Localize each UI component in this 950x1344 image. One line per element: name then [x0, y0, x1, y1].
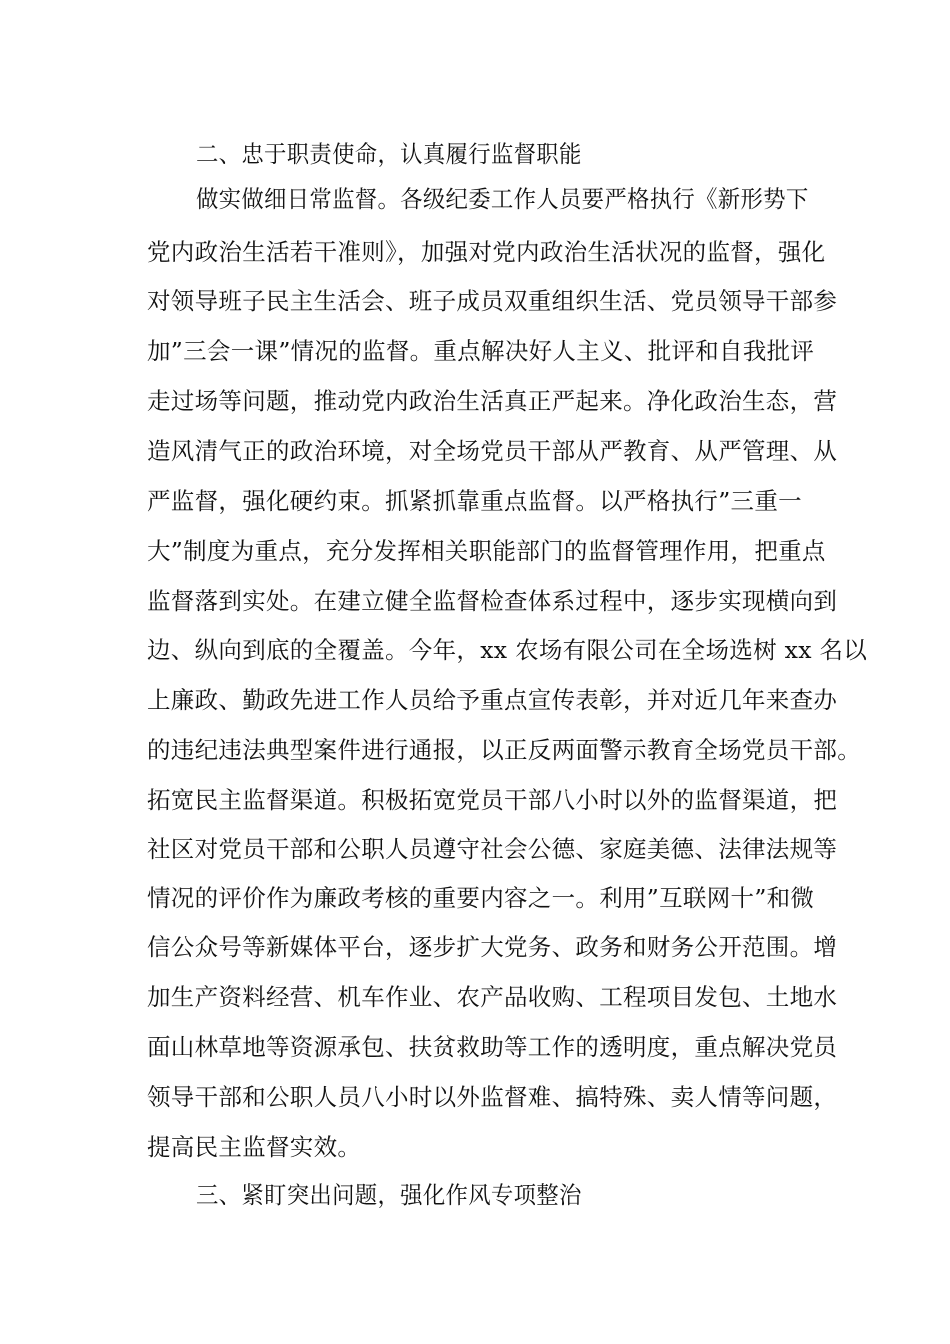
section-heading-2: 二、忠于职责使命，认真履行监督职能 — [196, 140, 582, 168]
paragraph-line: 情况的评价作为廉政考核的重要内容之一。利用”互联网十”和微 — [147, 884, 815, 912]
paragraph-line: 加”三会一课”情况的监督。重点解决好人主义、批评和自我批评 — [147, 337, 815, 365]
paragraph-line: 对领导班子民主生活会、班子成员双重组织生活、党员领导干部参 — [147, 287, 838, 315]
paragraph-line: 的违纪违法典型案件进行通报，以正反两面警示教育全场党员干部。 — [147, 736, 861, 764]
paragraph-line: 提高民主监督实效。 — [147, 1133, 362, 1161]
paragraph-line: 领导干部和公职人员八小时以外监督难、搞特殊、卖人情等问题， — [147, 1083, 838, 1111]
section-heading-3: 三、紧盯突出问题，强化作风专项整治 — [196, 1181, 582, 1209]
paragraph-line: 面山林草地等资源承包、扶贫救助等工作的透明度，重点解决党员 — [147, 1033, 838, 1061]
paragraph-line: 党内政治生活若干准则》，加强对党内政治生活状况的监督，强化 — [147, 238, 826, 266]
paragraph-line: 大”制度为重点，充分发挥相关职能部门的监督管理作用，把重点 — [147, 537, 826, 565]
paragraph-line: 监督落到实处。在建立健全监督检查体系过程中，逐步实现横向到 — [147, 587, 838, 615]
paragraph-line: 造风清气正的政治环境，对全场党员干部从严教育、从严管理、从 — [147, 437, 838, 465]
paragraph-line: 做实做细日常监督。各级纪委工作人员要严格执行《新形势下 — [196, 185, 809, 213]
paragraph-line: 边、纵向到底的全覆盖。今年，xx 农场有限公司在全场选树 xx 名以 — [147, 636, 868, 664]
paragraph-line: 严监督，强化硬约束。抓紧抓靠重点监督。以严格执行”三重一 — [147, 487, 802, 515]
paragraph-line: 拓宽民主监督渠道。积极拓宽党员干部八小时以外的监督渠道，把 — [147, 786, 838, 814]
paragraph-line: 加生产资料经营、机车作业、农产品收购、工程项目发包、土地水 — [147, 983, 838, 1011]
paragraph-line: 社区对党员干部和公职人员遵守社会公德、家庭美德、法律法规等 — [147, 835, 838, 863]
paragraph-line: 上廉政、勤政先进工作人员给予重点宣传表彰，并对近几年来查办 — [147, 686, 838, 714]
paragraph-line: 信公众号等新媒体平台，逐步扩大党务、政务和财务公开范围。增 — [147, 933, 838, 961]
paragraph-line: 走过场等问题，推动党内政治生活真正严起来。净化政治生态，营 — [147, 387, 838, 415]
